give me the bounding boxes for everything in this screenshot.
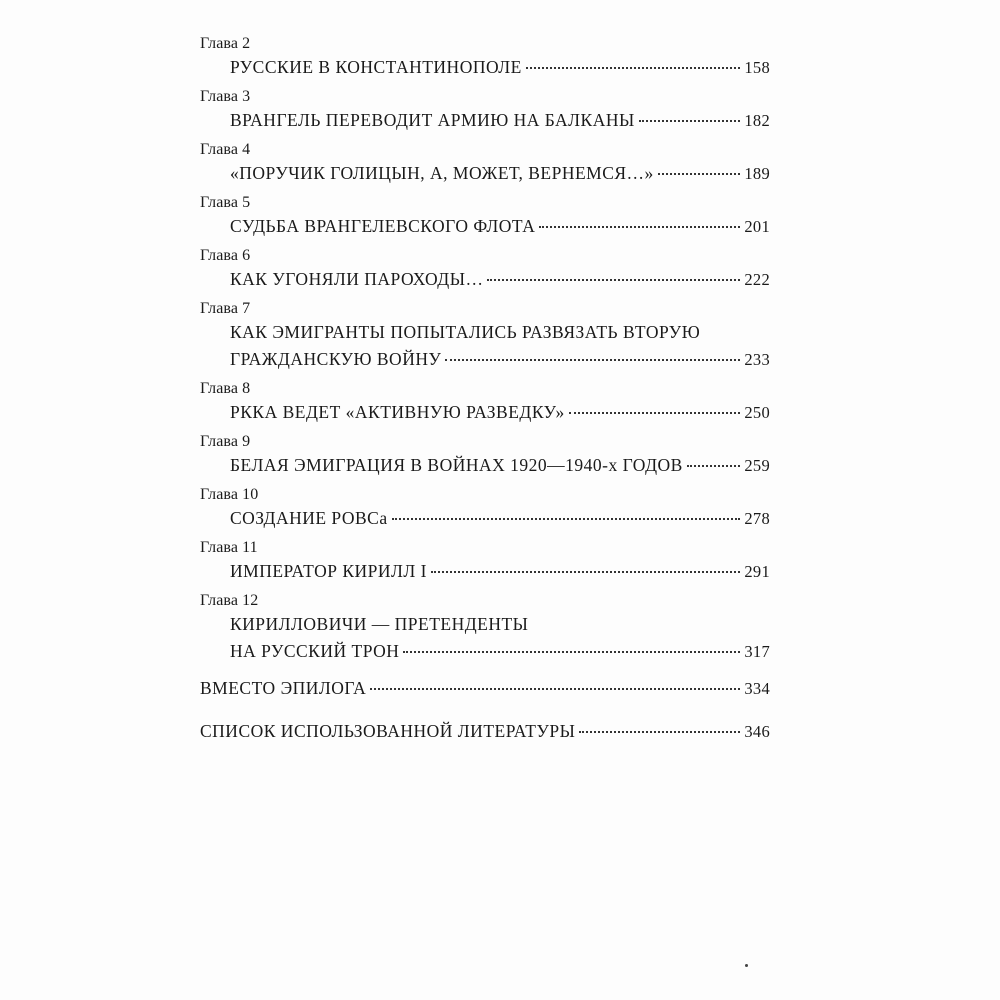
chapter-title-row xyxy=(200,54,770,81)
chapter-page-number: 182 xyxy=(744,111,770,130)
chapter-title: СОЗДАНИЕ РОВСа xyxy=(230,508,388,528)
chapter-page-number: 158 xyxy=(744,58,770,77)
chapter-title: КАК УГОНЯЛИ ПАРОХОДЫ… xyxy=(230,269,484,289)
chapter-title-row xyxy=(200,346,770,373)
chapter-page-number: 250 xyxy=(744,403,770,422)
toc-entry-chapter[interactable] xyxy=(200,538,770,585)
toc-entry-epilogue[interactable] xyxy=(200,675,770,702)
chapter-title-row xyxy=(200,558,770,585)
dot-leader xyxy=(403,651,740,653)
print-speck xyxy=(745,964,748,967)
table-of-contents xyxy=(200,34,770,745)
chapter-title-row xyxy=(200,399,770,426)
toc-entry-chapter[interactable] xyxy=(200,140,770,187)
chapter-title: НА РУССКИЙ ТРОН xyxy=(230,641,400,661)
chapter-title-row xyxy=(200,505,770,532)
chapter-page-number: 189 xyxy=(744,164,770,183)
chapter-title-row xyxy=(200,452,770,479)
toc-entry-chapter[interactable] xyxy=(200,485,770,532)
dot-leader xyxy=(392,518,741,520)
chapter-label: Глава 5 xyxy=(200,194,251,211)
dot-leader xyxy=(431,571,740,573)
toc-entry-chapter[interactable] xyxy=(200,379,770,426)
chapter-title-row xyxy=(200,638,770,665)
chapter-label: Глава 11 xyxy=(200,539,258,556)
bibliography-page-number: 346 xyxy=(744,722,770,741)
chapter-label: Глава 6 xyxy=(200,247,251,264)
chapter-page-number: 222 xyxy=(744,270,770,289)
dot-leader xyxy=(445,359,740,361)
chapter-label: Глава 3 xyxy=(200,88,251,105)
toc-entry-chapter[interactable] xyxy=(200,299,770,373)
chapter-page-number: 201 xyxy=(744,217,770,236)
epilogue-title: ВМЕСТО ЭПИЛОГА xyxy=(200,678,367,698)
toc-entry-chapter[interactable] xyxy=(200,87,770,134)
chapter-list xyxy=(200,34,770,665)
dot-leader xyxy=(487,279,740,281)
chapter-title: РУССКИЕ В КОНСТАНТИНОПОЛЕ xyxy=(230,57,522,77)
chapter-page-number: 233 xyxy=(744,350,770,369)
chapter-label: Глава 10 xyxy=(200,486,259,503)
chapter-title: РККА ВЕДЕТ «АКТИВНУЮ РАЗВЕДКУ» xyxy=(230,402,565,422)
chapter-page-number: 317 xyxy=(744,642,770,661)
chapter-title: ИМПЕРАТОР КИРИЛЛ I xyxy=(230,561,427,581)
chapter-page-number: 278 xyxy=(744,509,770,528)
chapter-label: Глава 9 xyxy=(200,433,251,450)
chapter-label: Глава 7 xyxy=(200,300,251,317)
toc-entry-chapter[interactable] xyxy=(200,432,770,479)
dot-leader xyxy=(526,67,741,69)
chapter-title-line: КАК ЭМИГРАНТЫ ПОПЫТАЛИСЬ РАЗВЯЗАТЬ ВТОРУЮ xyxy=(230,322,701,342)
toc-entry-chapter[interactable] xyxy=(200,591,770,665)
chapter-title-line: КИРИЛЛОВИЧИ — ПРЕТЕНДЕНТЫ xyxy=(230,614,529,634)
chapter-label: Глава 2 xyxy=(200,35,251,52)
chapter-page-number: 259 xyxy=(744,456,770,475)
chapter-title-row xyxy=(200,266,770,293)
chapter-page-number: 291 xyxy=(744,562,770,581)
chapter-title-row xyxy=(200,107,770,134)
dot-leader xyxy=(569,412,741,414)
chapter-label: Глава 4 xyxy=(200,141,251,158)
dot-leader xyxy=(370,688,740,690)
chapter-title-row xyxy=(200,160,770,187)
dot-leader xyxy=(579,731,740,733)
toc-entry-chapter[interactable] xyxy=(200,246,770,293)
toc-entry-bibliography[interactable] xyxy=(200,718,770,745)
chapter-title: БЕЛАЯ ЭМИГРАЦИЯ В ВОЙНАХ 1920—1940-х ГОДОВ xyxy=(230,455,683,475)
bibliography-title: СПИСОК ИСПОЛЬЗОВАННОЙ ЛИТЕРАТУРЫ xyxy=(200,721,576,741)
chapter-title-row xyxy=(200,213,770,240)
dot-leader xyxy=(687,465,741,467)
epilogue-page-number: 334 xyxy=(744,679,770,698)
chapter-title: «ПОРУЧИК ГОЛИЦЫН, А, МОЖЕТ, ВЕРНЕМСЯ…» xyxy=(230,163,654,183)
toc-entry-chapter[interactable] xyxy=(200,193,770,240)
chapter-title: СУДЬБА ВРАНГЕЛЕВСКОГО ФЛОТА xyxy=(230,216,536,236)
dot-leader xyxy=(539,226,740,228)
dot-leader xyxy=(639,120,741,122)
toc-entry-chapter[interactable] xyxy=(200,34,770,81)
dot-leader xyxy=(658,173,741,175)
chapter-title: ВРАНГЕЛЬ ПЕРЕВОДИТ АРМИЮ НА БАЛКАНЫ xyxy=(230,110,635,130)
chapter-label: Глава 12 xyxy=(200,592,259,609)
chapter-label: Глава 8 xyxy=(200,380,251,397)
chapter-title: ГРАЖДАНСКУЮ ВОЙНУ xyxy=(230,349,442,369)
